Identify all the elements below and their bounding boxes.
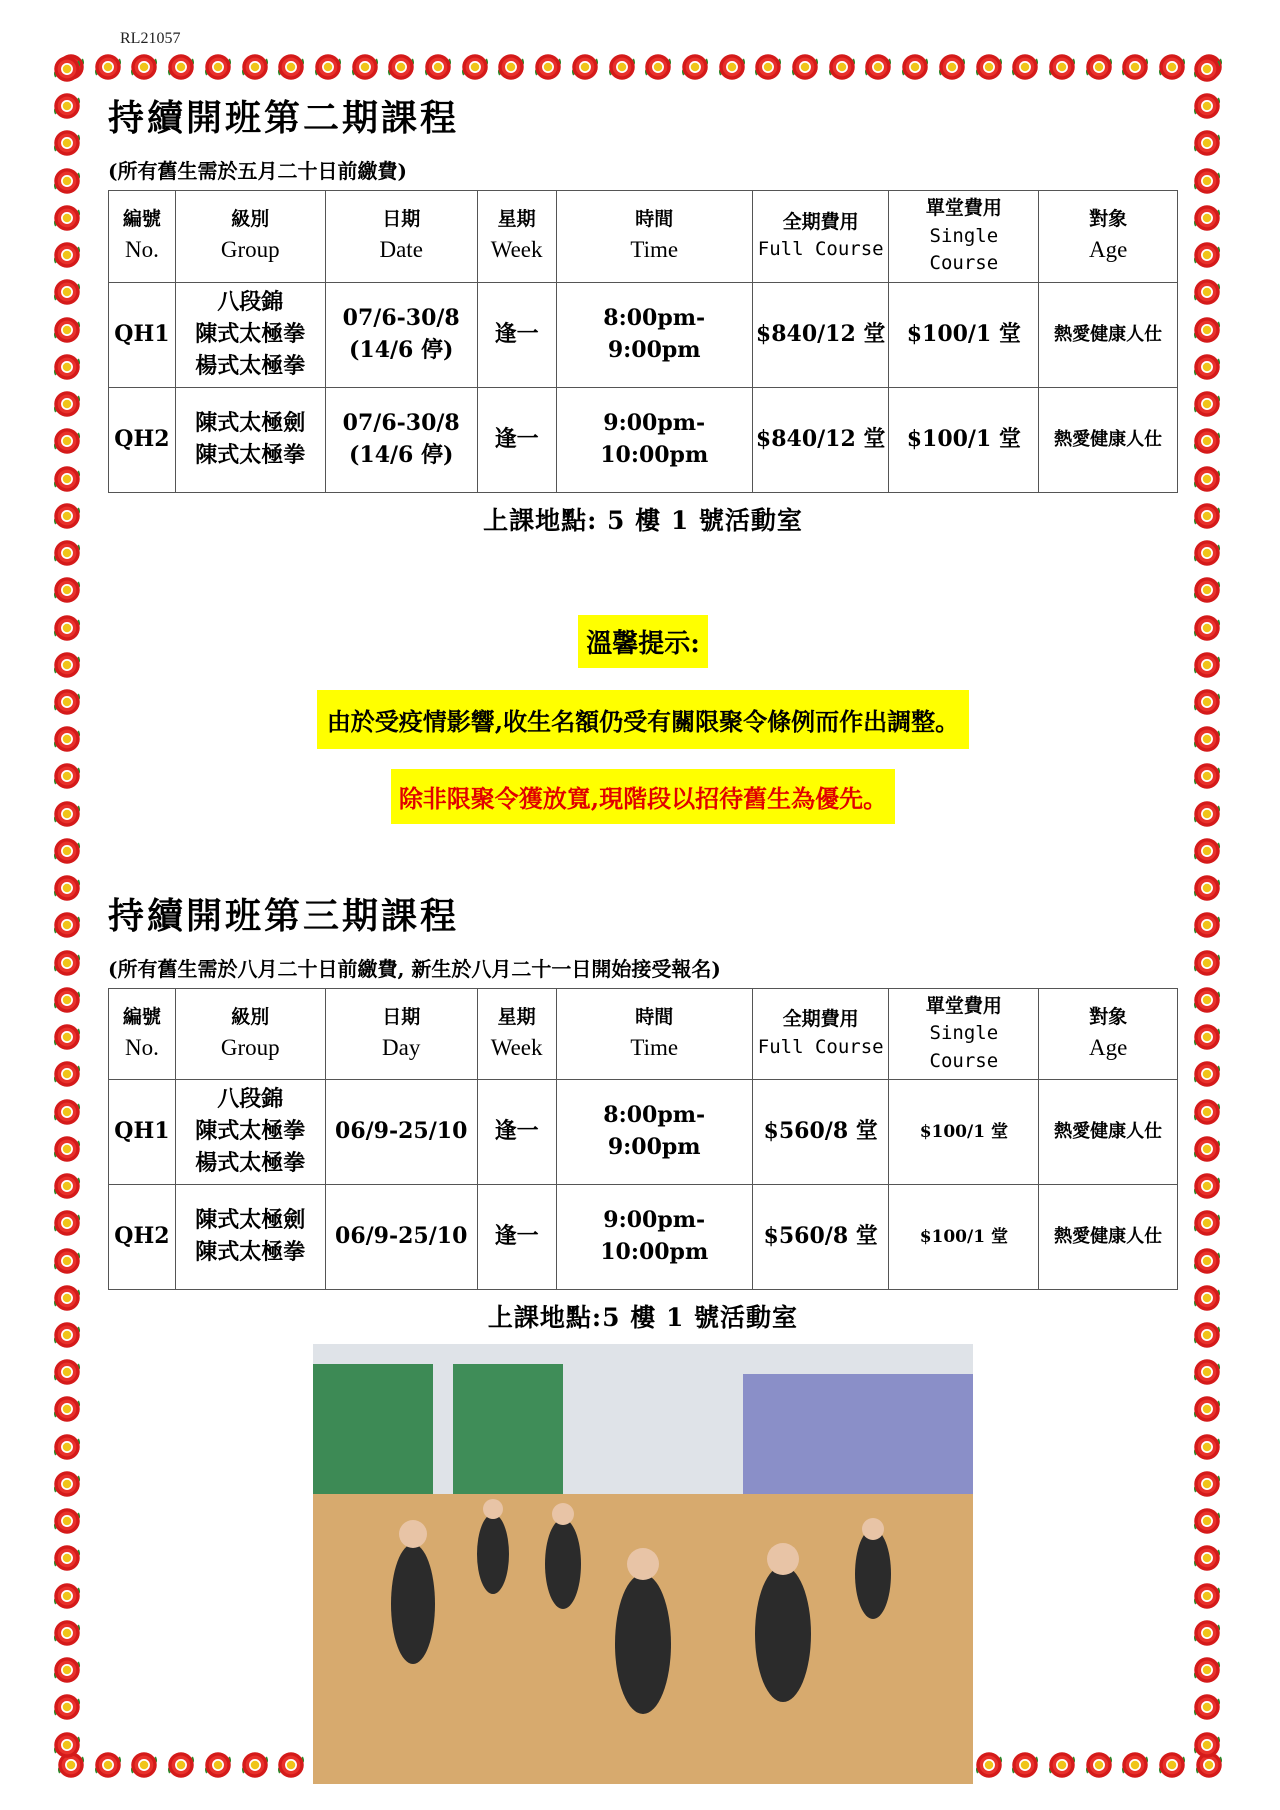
flower-icon	[127, 50, 161, 84]
column-header-zh: 星期	[497, 207, 536, 230]
column-header-zh: 時間	[635, 207, 674, 230]
flower-icon	[605, 50, 639, 84]
flower-icon	[50, 1541, 84, 1575]
flower-icon	[1190, 89, 1224, 123]
column-header	[1039, 191, 1178, 283]
cell-no: QH1	[109, 1080, 176, 1185]
column-header-zh: 全期費用	[782, 1008, 859, 1031]
column-header	[477, 988, 556, 1080]
column-header	[889, 988, 1039, 1080]
cell-single: $100/1 堂	[889, 1080, 1039, 1185]
flower-icon	[50, 126, 84, 160]
flower-icon	[50, 201, 84, 235]
table-row	[109, 387, 1178, 492]
cell-age: 熱愛健康人仕	[1039, 1080, 1178, 1185]
column-header-en: No.	[125, 237, 159, 263]
column-header-zh: 單堂費用	[925, 197, 1002, 219]
cell-group: 八段錦 陳式太極拳 楊式太極拳	[175, 1080, 325, 1185]
table-row	[109, 282, 1178, 387]
cell-single: $100/1 堂	[889, 282, 1039, 387]
flower-icon	[50, 611, 84, 645]
flower-icon	[1190, 1318, 1224, 1352]
flower-icon	[1190, 759, 1224, 793]
flower-icon	[50, 275, 84, 309]
flower-icon	[1190, 1132, 1224, 1166]
flower-icon	[50, 946, 84, 980]
column-header-en: Full Course	[757, 1035, 884, 1058]
cell-no: QH2	[109, 1185, 176, 1290]
term3-venue: 上課地點:5 樓 1 號活動室	[487, 1303, 799, 1333]
cell-no: QH1	[109, 282, 176, 387]
column-header	[175, 191, 325, 283]
flower-icon	[1190, 1095, 1224, 1129]
flower-icon	[1190, 908, 1224, 942]
reminder-priority-message: 除非限聚令獲放寬,現階段以招待舊生為優先。	[391, 769, 895, 824]
column-header	[556, 988, 752, 1080]
flower-icon	[1190, 499, 1224, 533]
flower-border-top	[54, 50, 1226, 90]
document-content	[108, 90, 1178, 1784]
cell-date: 06/9-25/10	[325, 1185, 477, 1290]
flower-icon	[1190, 1392, 1224, 1426]
flower-icon	[1008, 50, 1042, 84]
flower-icon	[1190, 126, 1224, 160]
flower-icon	[1190, 52, 1224, 86]
flower-icon	[238, 50, 272, 84]
flower-border-left	[50, 52, 90, 1762]
column-header-zh: 日期	[382, 1005, 421, 1028]
cell-full: $840/12 堂	[752, 387, 889, 492]
flower-icon	[50, 164, 84, 198]
cell-single: $100/1 堂	[889, 1185, 1039, 1290]
flower-icon	[50, 1690, 84, 1724]
flower-icon	[50, 424, 84, 458]
flower-icon	[1190, 871, 1224, 905]
flower-icon	[1118, 50, 1152, 84]
flower-icon	[50, 1169, 84, 1203]
flower-icon	[678, 50, 712, 84]
column-header-en: Single Course	[929, 1022, 999, 1072]
flower-icon	[1190, 1728, 1224, 1762]
flower-icon	[898, 50, 932, 84]
flower-icon	[494, 50, 528, 84]
flower-icon	[1190, 1690, 1224, 1724]
flower-icon	[1190, 275, 1224, 309]
flower-icon	[1190, 611, 1224, 645]
table-row	[109, 1185, 1178, 1290]
flower-icon	[1190, 536, 1224, 570]
flower-icon	[1190, 1355, 1224, 1389]
column-header	[752, 191, 889, 283]
flower-icon	[1190, 797, 1224, 831]
column-header-zh: 日期	[382, 207, 421, 230]
flower-icon	[1190, 1504, 1224, 1538]
flower-icon	[50, 499, 84, 533]
flower-icon	[1190, 1616, 1224, 1650]
cell-week: 逢一	[477, 1080, 556, 1185]
column-header-en: Time	[630, 237, 679, 263]
column-header-zh: 全期費用	[782, 210, 859, 233]
flower-icon	[348, 50, 382, 84]
table-header-row	[109, 988, 1178, 1080]
column-header	[175, 988, 325, 1080]
flower-icon	[50, 1653, 84, 1687]
flower-icon	[50, 313, 84, 347]
flower-icon	[1190, 983, 1224, 1017]
column-header-en: Full Course	[757, 238, 884, 261]
cell-group: 陳式太極劍 陳式太極拳	[175, 1185, 325, 1290]
flower-icon	[50, 685, 84, 719]
flower-icon	[50, 648, 84, 682]
flower-icon	[50, 797, 84, 831]
flower-icon	[1190, 1467, 1224, 1501]
flower-icon	[715, 50, 749, 84]
flower-icon	[50, 1616, 84, 1650]
flower-icon	[50, 1579, 84, 1613]
column-header	[477, 191, 556, 283]
tai-chi-class-photo	[313, 1344, 973, 1784]
flower-icon	[50, 387, 84, 421]
cell-date: 07/6-30/8 (14/6 停)	[325, 387, 477, 492]
column-header	[109, 191, 176, 283]
flower-icon	[50, 1281, 84, 1315]
flower-icon	[531, 50, 565, 84]
flower-icon	[1190, 462, 1224, 496]
flower-icon	[50, 238, 84, 272]
flower-icon	[861, 50, 895, 84]
reminder-capacity-message: 由於受疫情影響,收生名額仍受有關限聚令條例而作出調整。	[317, 690, 969, 749]
flower-icon	[50, 1430, 84, 1464]
flower-icon	[50, 722, 84, 756]
flower-icon	[50, 983, 84, 1017]
cell-time: 9:00pm-10:00pm	[556, 387, 752, 492]
flower-icon	[50, 1318, 84, 1352]
column-header-en: Single Course	[929, 224, 999, 275]
cell-week: 逢一	[477, 387, 556, 492]
column-header-en: No.	[125, 1035, 159, 1061]
table-row	[109, 1080, 1178, 1185]
flower-icon	[50, 834, 84, 868]
flower-icon	[50, 1244, 84, 1278]
flower-icon	[825, 50, 859, 84]
flower-icon	[50, 462, 84, 496]
cell-group: 八段錦 陳式太極拳 楊式太極拳	[175, 282, 325, 387]
column-header-zh: 單堂費用	[925, 994, 1002, 1017]
term2-fee-note: (所有舊生需於五月二十日前繳費)	[108, 159, 407, 183]
column-header-en: Time	[630, 1035, 679, 1061]
flower-icon	[50, 1504, 84, 1538]
column-header-zh: 對象	[1089, 207, 1128, 230]
flower-icon	[50, 1095, 84, 1129]
term3-course-table	[108, 988, 1178, 1291]
flower-icon	[50, 573, 84, 607]
flower-icon	[458, 50, 492, 84]
column-header-zh: 對象	[1089, 1005, 1128, 1028]
flower-icon	[1155, 50, 1189, 84]
cell-time: 8:00pm-9:00pm	[556, 1080, 752, 1185]
column-header	[889, 191, 1039, 283]
column-header-zh: 編號	[122, 1005, 161, 1028]
column-header-zh: 編號	[122, 207, 161, 230]
column-header-zh: 時間	[635, 1005, 674, 1028]
flower-icon	[1190, 1057, 1224, 1091]
flower-icon	[50, 350, 84, 384]
term3-title: 持續開班第三期課程	[108, 894, 460, 937]
column-header-zh: 級別	[231, 207, 270, 230]
flower-icon	[50, 871, 84, 905]
cell-group: 陳式太極劍 陳式太極拳	[175, 387, 325, 492]
column-header-en: Date	[379, 237, 423, 263]
flower-icon	[50, 1728, 84, 1762]
flower-icon	[1045, 50, 1079, 84]
flower-icon	[384, 50, 418, 84]
column-header	[325, 988, 477, 1080]
reminder-title: 溫馨提示:	[578, 615, 708, 668]
flower-border-right	[1190, 52, 1230, 1762]
column-header	[109, 988, 176, 1080]
cell-full: $840/12 堂	[752, 282, 889, 387]
column-header-en: Age	[1088, 237, 1128, 263]
document-id: RL21057	[120, 30, 181, 47]
column-header-en: Age	[1088, 1035, 1128, 1061]
column-header-zh: 星期	[497, 1005, 536, 1028]
flower-icon	[1190, 201, 1224, 235]
flower-icon	[201, 50, 235, 84]
flower-icon	[641, 50, 675, 84]
column-header-zh: 級別	[231, 1005, 270, 1028]
cell-age: 熱愛健康人仕	[1039, 387, 1178, 492]
reminder-box	[108, 615, 1178, 824]
flower-icon	[1190, 722, 1224, 756]
flower-icon	[1190, 350, 1224, 384]
flower-icon	[751, 50, 785, 84]
flower-icon	[1190, 573, 1224, 607]
flower-icon	[50, 52, 84, 86]
flower-icon	[1190, 685, 1224, 719]
flower-icon	[311, 50, 345, 84]
flower-icon	[1190, 387, 1224, 421]
flower-icon	[1190, 164, 1224, 198]
flower-icon	[1190, 1579, 1224, 1613]
flower-icon	[50, 1206, 84, 1240]
cell-full: $560/8 堂	[752, 1080, 889, 1185]
column-header-en: Group	[220, 237, 280, 263]
flower-icon	[1190, 1206, 1224, 1240]
column-header	[556, 191, 752, 283]
cell-date: 06/9-25/10	[325, 1080, 477, 1185]
column-header-en: Day	[382, 1035, 421, 1061]
flower-icon	[1190, 1169, 1224, 1203]
term2-title: 持續開班第二期課程	[108, 97, 460, 139]
flower-icon	[50, 536, 84, 570]
flower-icon	[1190, 238, 1224, 272]
flower-icon	[1190, 946, 1224, 980]
cell-age: 熱愛健康人仕	[1039, 1185, 1178, 1290]
flower-icon	[50, 1132, 84, 1166]
column-header-en: Group	[220, 1035, 280, 1061]
column-header	[325, 191, 477, 283]
flower-icon	[50, 1057, 84, 1091]
term2-course-table	[108, 190, 1178, 493]
flower-icon	[1190, 1244, 1224, 1278]
cell-week: 逢一	[477, 1185, 556, 1290]
flower-icon	[91, 50, 125, 84]
flower-icon	[50, 1467, 84, 1501]
flower-icon	[1190, 1653, 1224, 1687]
cell-no: QH2	[109, 387, 176, 492]
flower-icon	[1190, 1430, 1224, 1464]
flower-icon	[1190, 648, 1224, 682]
flower-icon	[1082, 50, 1116, 84]
term3-fee-note: (所有舊生需於八月二十日前繳費, 新生於八月二十一日開始接受報名)	[108, 956, 721, 981]
flower-icon	[1190, 424, 1224, 458]
cell-age: 熱愛健康人仕	[1039, 282, 1178, 387]
cell-full: $560/8 堂	[752, 1185, 889, 1290]
cell-date: 07/6-30/8 (14/6 停)	[325, 282, 477, 387]
term2-venue: 上課地點: 5 樓 1 號活動室	[483, 505, 803, 535]
flower-icon	[421, 50, 455, 84]
cell-time: 8:00pm-9:00pm	[556, 282, 752, 387]
flower-icon	[1190, 1541, 1224, 1575]
flower-icon	[50, 1392, 84, 1426]
flower-icon	[568, 50, 602, 84]
flower-icon	[50, 908, 84, 942]
table-header-row	[109, 191, 1178, 283]
cell-week: 逢一	[477, 282, 556, 387]
column-header-en: Week	[490, 237, 543, 263]
cell-single: $100/1 堂	[889, 387, 1039, 492]
flower-icon	[972, 50, 1006, 84]
column-header-en: Week	[490, 1035, 543, 1061]
flower-icon	[50, 759, 84, 793]
column-header	[752, 988, 889, 1080]
flower-icon	[50, 1355, 84, 1389]
cell-time: 9:00pm-10:00pm	[556, 1185, 752, 1290]
flower-icon	[274, 50, 308, 84]
flower-icon	[1190, 834, 1224, 868]
flower-icon	[1190, 313, 1224, 347]
flower-icon	[788, 50, 822, 84]
flower-icon	[1190, 1281, 1224, 1315]
flower-icon	[1190, 1020, 1224, 1054]
flower-icon	[935, 50, 969, 84]
flower-icon	[50, 89, 84, 123]
flower-icon	[50, 1020, 84, 1054]
flower-icon	[164, 50, 198, 84]
column-header	[1039, 988, 1178, 1080]
